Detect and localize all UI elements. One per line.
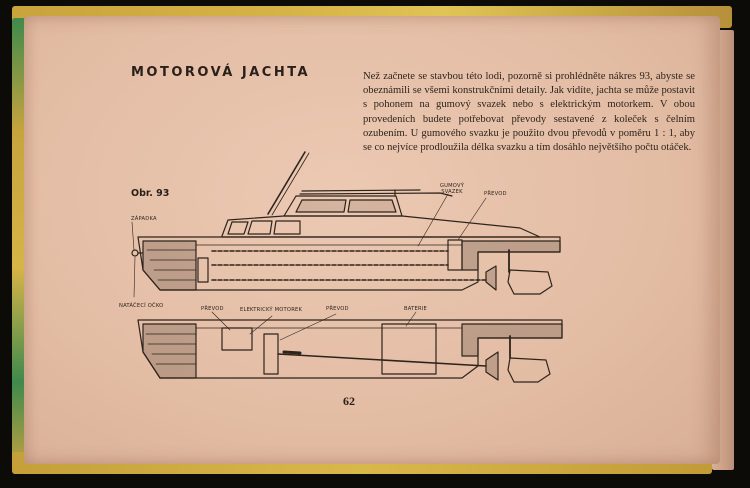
label-latch: ZÁPADKA xyxy=(131,216,157,222)
page-number: 62 xyxy=(343,394,355,408)
battery xyxy=(382,324,436,374)
propeller-side xyxy=(486,266,496,290)
propeller-plan xyxy=(486,352,498,380)
label-gear-mid: PŘEVOD xyxy=(326,306,349,312)
label-rubber-band-line1: GUMOVÝ xyxy=(439,183,465,189)
label-rubber-band-line2: SVAZEK xyxy=(441,189,463,195)
rudder-plan xyxy=(508,358,550,382)
rudder-side xyxy=(508,270,552,294)
label-bow-eye: NATÁČECÍ OČKO xyxy=(119,303,164,309)
page-title: MOTOROVÁ JACHTA xyxy=(131,65,311,80)
latch xyxy=(198,258,208,282)
figure-label: Obr. 93 xyxy=(131,188,170,199)
intro-paragraph: Než začnete se stavbou této lodi, pozorně si prohlédněte nákres 93, abyste se obeznámili se všemi konstrukčními detaily. Jak vidíte, jachta se může postavit s pohonem na gumový svazek nebo s elektrickým motorkem. V obou provedeních budete potřebovat převody sestavené z koleček s čelním ozubením. U gumového svazku je použito dvou převodů v poměru 1 : 1, aby se co nejvíce prodloužila délka svazku a tím dosáhlo největšího počtu otáček. xyxy=(363,71,695,154)
gear-box-side xyxy=(448,240,462,270)
bow-eye xyxy=(132,250,138,256)
label-gear-left: PŘEVOD xyxy=(201,306,224,312)
cabin-roof xyxy=(300,190,452,196)
label-electric-motor: ELEKTRICKÝ MOTOREK xyxy=(240,307,303,313)
electric-motor xyxy=(222,328,252,350)
gear-box-plan xyxy=(264,334,278,374)
label-gear-top: PŘEVOD xyxy=(484,191,507,197)
label-battery: BATERIE xyxy=(404,306,427,312)
label-rubber-band xyxy=(438,183,466,195)
